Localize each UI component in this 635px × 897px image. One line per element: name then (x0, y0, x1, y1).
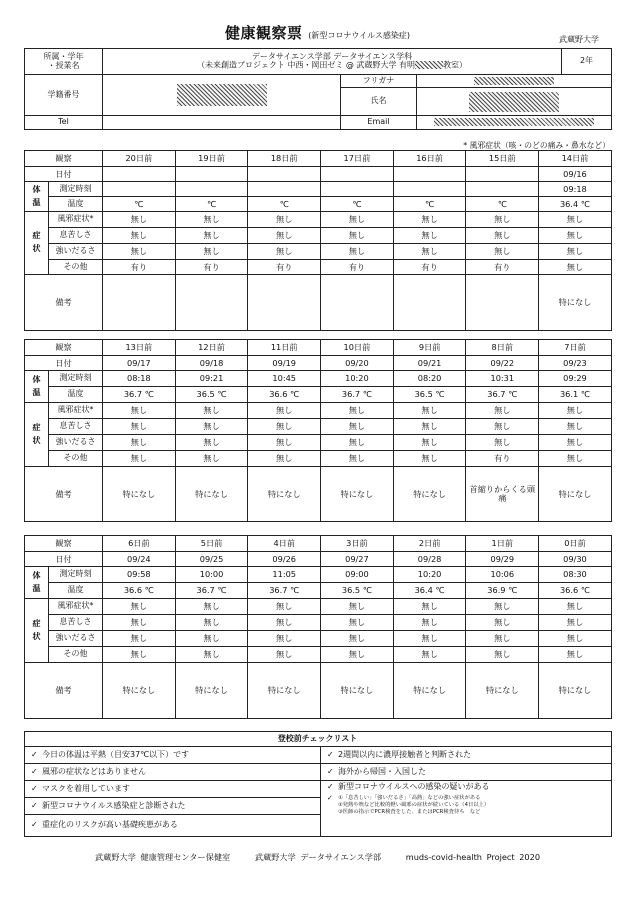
date-cell (248, 167, 321, 182)
furigana-value (417, 75, 612, 88)
checklist-item[interactable]: ✓ マスクを着用しています (25, 781, 321, 798)
date-cell: 09/26 (248, 552, 321, 567)
redacted-furigana (474, 77, 554, 85)
cold-cell: 無し (248, 599, 321, 615)
checkmark-icon: ✓ (327, 782, 334, 791)
cold-cell: 無し (175, 599, 248, 615)
remark-cell: 特になし (321, 467, 394, 522)
title-text: 健康観察票 (224, 24, 303, 42)
checkmark-icon: ✓ (327, 766, 334, 776)
time-cell (321, 182, 394, 197)
temp-cell: ℃ (321, 197, 394, 212)
day-header: 3日前 (321, 536, 394, 552)
date-cell: 09/19 (248, 356, 321, 371)
remarks-label: 備考 (25, 275, 103, 331)
temp-cell: 36.9 ℃ (466, 583, 539, 599)
cold-cell: 無し (248, 403, 321, 419)
remark-cell (103, 275, 176, 331)
affiliation-label: 所属・学年 ・授業名 (25, 49, 103, 75)
checklist-item[interactable]: ✓ 今日の体温は平熱（目安37℃以下）です (25, 747, 321, 764)
subtitle-text: (新型コロナウイルス感染症) (308, 31, 410, 40)
email-label: Email (341, 116, 417, 130)
cold-cell: 無し (103, 212, 176, 228)
breath-cell: 無し (103, 228, 176, 244)
cold-cell: 無し (321, 212, 394, 228)
observe-label: 観察 (25, 151, 103, 167)
furigana-label: フリガナ (341, 75, 417, 88)
fatigue-cell: 無し (393, 435, 466, 451)
fatigue-cell: 無し (466, 631, 539, 647)
student-id-value (103, 75, 341, 116)
temp-cell: 36.7 ℃ (248, 583, 321, 599)
day-header: 8日前 (466, 340, 539, 356)
fatigue-label: 強いだるさ (49, 631, 103, 647)
remark-cell: 特になし (103, 467, 176, 522)
fatigue-cell: 無し (321, 244, 394, 260)
temp-cell: 36.5 ℃ (321, 583, 394, 599)
temp-cell: 36.5 ℃ (175, 387, 248, 403)
redacted-name (469, 92, 559, 112)
cold-cell: 無し (393, 403, 466, 419)
date-cell (103, 167, 176, 182)
fatigue-label: 強いだるさ (49, 244, 103, 260)
cold-cell: 無し (466, 403, 539, 419)
remark-cell: 特になし (248, 467, 321, 522)
temp-cell: 36.6 ℃ (248, 387, 321, 403)
time-cell: 09:58 (103, 567, 176, 583)
day-header: 0日前 (539, 536, 612, 552)
remark-cell: 特になし (539, 663, 612, 719)
fatigue-cell: 無し (321, 435, 394, 451)
fatigue-cell: 無し (175, 435, 248, 451)
cold-label: 風邪症状* (49, 212, 103, 228)
checkmark-icon: ✓ (31, 783, 38, 793)
fatigue-cell: 無し (248, 631, 321, 647)
time-cell (248, 182, 321, 197)
date-cell (393, 167, 466, 182)
tel-value (103, 116, 341, 130)
remarks-label: 備考 (25, 663, 103, 719)
observation-grid-3 (24, 535, 612, 719)
temp-cell: 36.7 ℃ (103, 387, 176, 403)
other-cell: 有り (393, 260, 466, 275)
symptom-label: 症 状 (25, 599, 49, 663)
day-header: 9日前 (393, 340, 466, 356)
time-cell: 08:30 (539, 567, 612, 583)
checkmark-icon: ✓ (31, 800, 38, 810)
remark-cell: 首縮りからくる頭痛 (466, 467, 539, 522)
other-label: その他 (49, 451, 103, 467)
other-cell: 無し (321, 451, 394, 467)
remark-cell (248, 275, 321, 331)
other-cell: 無し (175, 451, 248, 467)
other-cell: 無し (175, 647, 248, 663)
time-cell (103, 182, 176, 197)
breath-label: 息苦しさ (49, 419, 103, 435)
breath-cell: 無し (103, 615, 176, 631)
observe-label: 観察 (25, 340, 103, 356)
breath-cell: 無し (466, 228, 539, 244)
fatigue-cell: 無し (175, 631, 248, 647)
temp-cell: ℃ (175, 197, 248, 212)
temp-cell: 36.4 ℃ (393, 583, 466, 599)
fatigue-cell: 無し (393, 244, 466, 260)
footer (0, 852, 635, 863)
remark-cell (466, 275, 539, 331)
remark-cell: 特になし (539, 275, 612, 331)
student-info-table (24, 48, 612, 130)
remarks-label: 備考 (25, 467, 103, 522)
day-header: 1日前 (466, 536, 539, 552)
fatigue-cell: 無し (539, 244, 612, 260)
body-temp-label: 体 温 (25, 182, 49, 212)
redacted-email (434, 118, 594, 126)
day-header: 4日前 (248, 536, 321, 552)
symptom-note: * 風邪症状（咳・のどの痛み・鼻水など） (463, 141, 610, 150)
day-header: 15日前 (466, 151, 539, 167)
breath-cell: 無し (248, 615, 321, 631)
name-value (417, 88, 612, 116)
date-cell: 09/21 (393, 356, 466, 371)
temp-cell: 36.7 ℃ (321, 387, 394, 403)
breath-cell: 無し (321, 419, 394, 435)
remark-cell: 特になし (393, 467, 466, 522)
cold-cell: 無し (321, 599, 394, 615)
time-label: 測定時刻 (49, 371, 103, 387)
temp-cell: 36.7 ℃ (466, 387, 539, 403)
remark-cell: 特になし (175, 467, 248, 522)
fatigue-cell: 無し (539, 631, 612, 647)
time-label: 測定時刻 (49, 182, 103, 197)
checkmark-icon: ✓ (31, 766, 38, 776)
temp-cell: 36.6 ℃ (103, 583, 176, 599)
other-cell: 有り (175, 260, 248, 275)
time-cell: 09:18 (539, 182, 612, 197)
fatigue-cell: 無し (103, 631, 176, 647)
temp-label: 温度 (49, 197, 103, 212)
breath-cell: 無し (175, 228, 248, 244)
remark-cell: 特になし (321, 663, 394, 719)
date-cell: 09/25 (175, 552, 248, 567)
cold-cell: 無し (466, 212, 539, 228)
day-header: 12日前 (175, 340, 248, 356)
redacted-student-id (177, 84, 267, 106)
cold-cell: 無し (248, 212, 321, 228)
breath-cell: 無し (103, 419, 176, 435)
breath-cell: 無し (248, 228, 321, 244)
cold-label: 風邪症状* (49, 599, 103, 615)
other-cell: 無し (539, 451, 612, 467)
date-cell: 09/16 (539, 167, 612, 182)
checklist-item[interactable]: ✓ 海外から帰国・入国した (321, 764, 612, 781)
cold-cell: 無し (393, 599, 466, 615)
other-cell: 有り (248, 260, 321, 275)
fatigue-cell: 無し (248, 435, 321, 451)
fatigue-cell: 無し (321, 631, 394, 647)
other-cell: 無し (539, 260, 612, 275)
fatigue-cell: 無し (539, 435, 612, 451)
body-temp-label: 体 温 (25, 371, 49, 403)
footer-project: muds-covid-health Project 2020 (405, 852, 541, 862)
footer-health-center: 武蔵野大学 健康管理センター保健室 (94, 852, 231, 862)
cold-cell: 無し (103, 403, 176, 419)
other-cell: 無し (248, 451, 321, 467)
other-cell: 無し (393, 647, 466, 663)
other-cell: 無し (466, 647, 539, 663)
other-label: その他 (49, 647, 103, 663)
date-cell: 09/28 (393, 552, 466, 567)
footer-faculty: 武蔵野大学 データサイエンス学部 (254, 852, 382, 862)
time-cell: 10:20 (393, 567, 466, 583)
cold-cell: 無し (175, 403, 248, 419)
other-cell: 有り (466, 451, 539, 467)
other-cell: 無し (248, 647, 321, 663)
time-cell: 08:18 (103, 371, 176, 387)
date-cell: 09/20 (321, 356, 394, 371)
day-header: 13日前 (103, 340, 176, 356)
fatigue-cell: 無し (103, 244, 176, 260)
temp-cell: 36.6 ℃ (539, 583, 612, 599)
remark-cell: 特になし (175, 663, 248, 719)
time-cell (175, 182, 248, 197)
checklist-item[interactable]: ✓ 重症化のリスクが高い基礎疾患がある (25, 815, 321, 837)
checklist-item[interactable]: ✓ 2週間以内に濃厚接触者と判断された (321, 747, 612, 764)
time-cell: 10:31 (466, 371, 539, 387)
day-header: 16日前 (393, 151, 466, 167)
day-header: 10日前 (321, 340, 394, 356)
time-cell: 10:00 (175, 567, 248, 583)
grade-value: 2年 (562, 49, 612, 75)
date-cell: 09/29 (466, 552, 539, 567)
remark-cell: 特になし (103, 663, 176, 719)
remark-cell: 特になし (539, 467, 612, 522)
breath-cell: 無し (393, 228, 466, 244)
other-cell: 無し (103, 647, 176, 663)
observation-grid-1 (24, 150, 612, 331)
student-id-label: 学籍番号 (25, 75, 103, 116)
other-cell: 有り (103, 260, 176, 275)
date-cell: 09/24 (103, 552, 176, 567)
date-cell: 09/18 (175, 356, 248, 371)
day-header: 7日前 (539, 340, 612, 356)
breath-cell: 無し (539, 419, 612, 435)
cold-cell: 無し (393, 212, 466, 228)
university-name: 武蔵野大学 (559, 35, 599, 44)
breath-cell: 無し (539, 228, 612, 244)
time-cell (466, 182, 539, 197)
date-label: 日付 (25, 167, 103, 182)
temp-cell: 36.4 ℃ (539, 197, 612, 212)
remark-cell: 特になし (248, 663, 321, 719)
fatigue-label: 強いだるさ (49, 435, 103, 451)
remark-cell: 特になし (466, 663, 539, 719)
breath-cell: 無し (175, 615, 248, 631)
day-header: 11日前 (248, 340, 321, 356)
breath-cell: 無し (393, 615, 466, 631)
remark-cell (175, 275, 248, 331)
date-label: 日付 (25, 356, 103, 371)
time-label: 測定時刻 (49, 567, 103, 583)
temp-label: 温度 (49, 387, 103, 403)
checklist-item-suspected[interactable]: ✓ 新型コロナウイルスへの感染の疑いがある ✓ ①「息苦しい」「強いだるさ」「高熱」などの強い症状がある ②発熱や咳など比較的軽い風邪の症状が続いている（4日以上） ③医師の指示でPCR検査をした、またはPCR検査待ち など (321, 781, 612, 837)
checkmark-icon: ✓ (327, 794, 333, 803)
temp-cell: ℃ (103, 197, 176, 212)
time-cell (393, 182, 466, 197)
day-header: 5日前 (175, 536, 248, 552)
day-header: 18日前 (248, 151, 321, 167)
time-cell: 09:29 (539, 371, 612, 387)
cold-cell: 無し (321, 403, 394, 419)
day-header: 6日前 (103, 536, 176, 552)
breath-cell: 無し (539, 615, 612, 631)
breath-cell: 無し (393, 419, 466, 435)
time-cell: 08:20 (393, 371, 466, 387)
page-title (0, 22, 635, 43)
time-cell: 10:45 (248, 371, 321, 387)
day-header: 2日前 (393, 536, 466, 552)
time-cell: 10:06 (466, 567, 539, 583)
breath-label: 息苦しさ (49, 615, 103, 631)
redacted-room (415, 61, 443, 69)
name-label: 氏名 (341, 88, 417, 116)
date-label: 日付 (25, 552, 103, 567)
temp-label: 温度 (49, 583, 103, 599)
affiliation-value: データサイエンス学部 データサイエンス学科 （未来創造プロジェクト 中西・岡田ゼミ @ 武蔵野大学 有明 教室） (103, 49, 562, 75)
cold-cell: 無し (539, 212, 612, 228)
date-cell: 09/17 (103, 356, 176, 371)
fatigue-cell: 無し (248, 244, 321, 260)
suspected-conditions-list: ①「息苦しい」「強いだるさ」「高熱」などの強い症状がある ②発熱や咳など比較的軽い風邪の症状が続いている（4日以上） ③医師の指示でPCR検査をした、またはPCR検査待ち など (338, 795, 490, 815)
date-cell: 09/23 (539, 356, 612, 371)
other-cell: 無し (393, 451, 466, 467)
checkmark-icon: ✓ (327, 749, 334, 759)
temp-cell: ℃ (393, 197, 466, 212)
observe-label: 観察 (25, 536, 103, 552)
temp-cell: 36.1 ℃ (539, 387, 612, 403)
date-cell (321, 167, 394, 182)
day-header: 14日前 (539, 151, 612, 167)
checkmark-icon: ✓ (31, 749, 38, 759)
symptom-label: 症 状 (25, 212, 49, 275)
other-cell: 有り (321, 260, 394, 275)
fatigue-cell: 無し (393, 631, 466, 647)
breath-cell: 無し (321, 228, 394, 244)
other-cell: 無し (539, 647, 612, 663)
date-cell: 09/22 (466, 356, 539, 371)
breath-cell: 無し (248, 419, 321, 435)
cold-label: 風邪症状* (49, 403, 103, 419)
pre-school-checklist (24, 731, 612, 837)
checklist-title: 登校前チェックリスト (25, 732, 612, 747)
day-header: 20日前 (103, 151, 176, 167)
other-cell: 無し (321, 647, 394, 663)
date-cell (175, 167, 248, 182)
checklist-item[interactable]: ✓ 風邪の症状などはありません (25, 764, 321, 781)
email-value (417, 116, 612, 130)
temp-cell: 36.5 ℃ (393, 387, 466, 403)
observation-grid-2 (24, 339, 612, 522)
day-header: 17日前 (321, 151, 394, 167)
remark-cell (321, 275, 394, 331)
fatigue-cell: 無し (466, 435, 539, 451)
date-cell: 09/30 (539, 552, 612, 567)
temp-cell: 36.7 ℃ (175, 583, 248, 599)
checkmark-icon: ✓ (31, 820, 38, 830)
cold-cell: 無し (103, 599, 176, 615)
breath-cell: 無し (466, 419, 539, 435)
body-temp-label: 体 温 (25, 567, 49, 599)
day-header: 19日前 (175, 151, 248, 167)
breath-cell: 無し (321, 615, 394, 631)
cold-cell: 無し (539, 599, 612, 615)
fatigue-cell: 無し (466, 244, 539, 260)
other-label: その他 (49, 260, 103, 275)
temp-cell: ℃ (466, 197, 539, 212)
time-cell: 09:00 (321, 567, 394, 583)
time-cell: 11:05 (248, 567, 321, 583)
remark-cell: 特になし (393, 663, 466, 719)
time-cell: 09:21 (175, 371, 248, 387)
other-cell: 有り (466, 260, 539, 275)
fatigue-cell: 無し (175, 244, 248, 260)
breath-cell: 無し (466, 615, 539, 631)
cold-cell: 無し (539, 403, 612, 419)
breath-cell: 無し (175, 419, 248, 435)
remark-cell (393, 275, 466, 331)
tel-label: Tel (25, 116, 103, 130)
date-cell (466, 167, 539, 182)
temp-cell: ℃ (248, 197, 321, 212)
cold-cell: 無し (466, 599, 539, 615)
cold-cell: 無し (175, 212, 248, 228)
breath-label: 息苦しさ (49, 228, 103, 244)
checklist-item[interactable]: ✓ 新型コロナウイルス感染症と診断された (25, 798, 321, 815)
fatigue-cell: 無し (103, 435, 176, 451)
other-cell: 無し (103, 451, 176, 467)
symptom-label: 症 状 (25, 403, 49, 467)
date-cell: 09/27 (321, 552, 394, 567)
time-cell: 10:20 (321, 371, 394, 387)
